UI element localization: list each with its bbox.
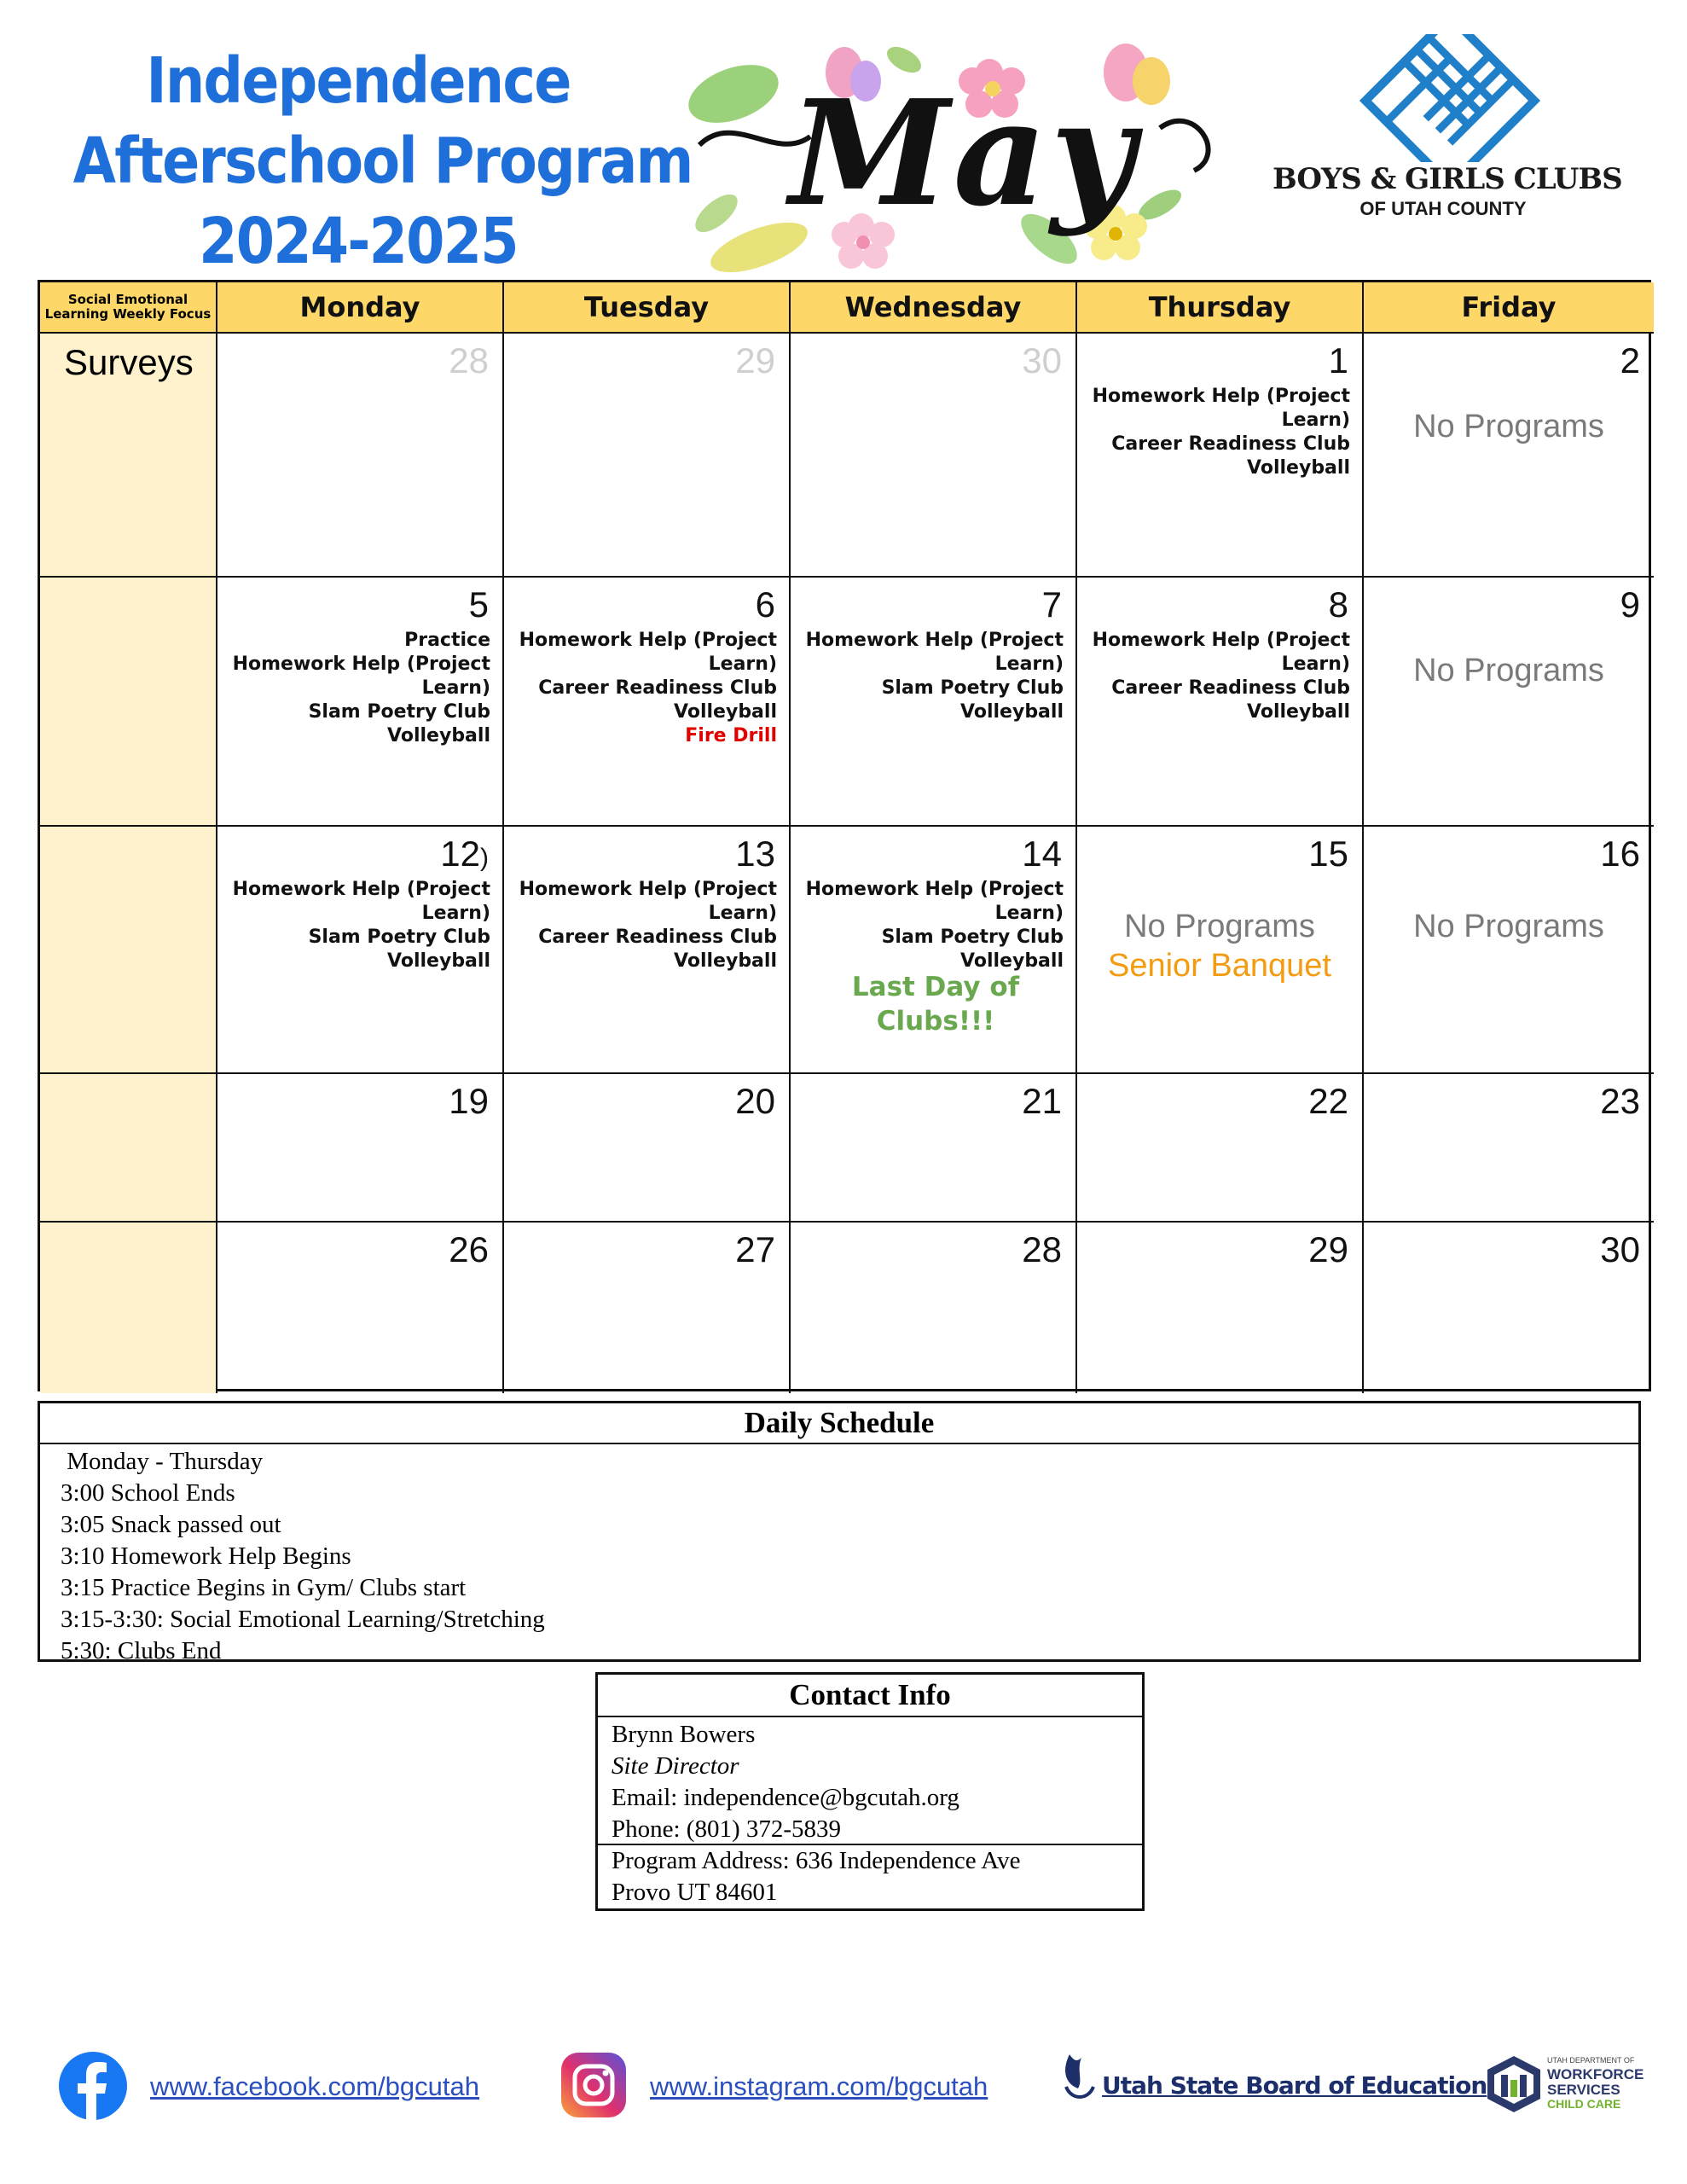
contact-name: Brynn Bowers: [612, 1721, 756, 1748]
day-header-friday: Friday: [1364, 282, 1654, 334]
focus-cell-week-2: [40, 578, 217, 827]
day-header-tuesday: Tuesday: [504, 282, 791, 334]
program-address: [598, 1845, 1142, 1908]
event-item: Slam Poetry Club: [881, 926, 1064, 948]
sel-focus-header: Social Emotional Learning Weekly Focus: [40, 282, 217, 334]
wfs-text-2: SERVICES: [1547, 2082, 1620, 2098]
event-list: [806, 629, 1064, 724]
schedule-line: 3:15 Practice Begins in Gym/ Clubs start: [61, 1574, 467, 1601]
title-line-1: Independence: [146, 44, 571, 118]
day-number: 28: [1022, 1229, 1062, 1269]
no-programs-label: No Programs: [1413, 909, 1604, 944]
day-number: 19: [449, 1081, 489, 1121]
day-number: 27: [735, 1229, 775, 1269]
day-number: 30: [1022, 340, 1062, 380]
day-cell: [1364, 334, 1654, 578]
contact-role: Site Director: [612, 1752, 739, 1780]
event-item: Volleyball: [674, 701, 777, 723]
schedule-line: Monday - Thursday: [61, 1448, 264, 1475]
facebook-icon[interactable]: [58, 2051, 128, 2121]
instagram-icon[interactable]: [559, 2051, 628, 2119]
focus-cell-week-3: [40, 827, 217, 1074]
event-item: Learn): [421, 903, 490, 924]
no-programs-label: No Programs: [1124, 909, 1315, 944]
event-item: Learn): [708, 653, 777, 675]
day-cell: [1077, 334, 1364, 578]
senior-banquet-label: Senior Banquet: [1108, 948, 1331, 984]
day-header-thursday: Thursday: [1077, 282, 1364, 334]
event-item: Homework Help (Project: [805, 630, 1064, 651]
event-list: [519, 878, 777, 973]
day-number: 29: [1308, 1229, 1348, 1269]
event-item: Career Readiness Club: [538, 677, 777, 699]
focus-cell-week-5: [40, 1223, 217, 1393]
address-line-2: Provo UT 84601: [612, 1879, 778, 1906]
day-cell: [217, 578, 504, 827]
schedule-line: 3:10 Homework Help Begins: [61, 1542, 351, 1570]
event-list: [233, 878, 490, 973]
event-item: Learn): [1281, 410, 1350, 431]
wfs-text-1: WORKFORCE: [1547, 2066, 1644, 2082]
fire-drill-alert: Fire Drill: [685, 725, 777, 746]
day-number: 5: [468, 584, 489, 624]
day-number: 26: [449, 1229, 489, 1269]
event-list: [233, 629, 490, 748]
event-item: Slam Poetry Club: [881, 677, 1064, 699]
event-list: [519, 629, 777, 748]
event-list: [806, 878, 1064, 973]
daily-schedule-title: Daily Schedule: [40, 1403, 1638, 1444]
contact-details: [598, 1717, 1142, 1845]
day-cell: [217, 1074, 504, 1223]
wfs-small-text: UTAH DEPARTMENT OF: [1547, 2056, 1635, 2065]
daily-schedule-box: [38, 1401, 1641, 1662]
facebook-link[interactable]: www.facebook.com/bgcutah: [150, 2071, 479, 2101]
contact-phone[interactable]: Phone: (801) 372-5839: [612, 1815, 842, 1843]
day-number: 20: [735, 1081, 775, 1121]
event-item: Homework Help (Project: [232, 653, 490, 675]
day-number: 15: [1308, 834, 1348, 874]
day-cell: [504, 578, 791, 827]
event-item: Learn): [708, 903, 777, 924]
event-item: Homework Help (Project: [519, 879, 777, 900]
schedule-line: 3:00 School Ends: [61, 1479, 235, 1507]
focus-text: Surveys: [64, 342, 194, 382]
workforce-services-logo: [1484, 2054, 1655, 2114]
event-item: Homework Help (Project: [805, 879, 1064, 900]
title-line-2: Afterschool Program: [72, 125, 693, 198]
contact-info-box: [595, 1672, 1145, 1911]
day-cell: [1364, 1223, 1654, 1393]
schedule-line: 3:15-3:30: Social Emotional Learning/Stretching: [61, 1606, 545, 1633]
event-item: Volleyball: [960, 950, 1064, 972]
event-item: Homework Help (Project: [1092, 386, 1350, 407]
event-item: Learn): [994, 903, 1064, 924]
day-cell: [1364, 827, 1654, 1074]
day-cell: [1077, 1074, 1364, 1223]
event-item: Volleyball: [1247, 457, 1350, 479]
event-item: Slam Poetry Club: [308, 701, 490, 723]
day-number: 22: [1308, 1081, 1348, 1121]
day-cell: [1077, 827, 1364, 1074]
day-cell: [217, 827, 504, 1074]
day-cell: [1364, 578, 1654, 827]
day-cell: [1364, 1074, 1654, 1223]
event-item: Volleyball: [1247, 701, 1350, 723]
day-cell: [217, 1223, 504, 1393]
event-list: [1093, 629, 1350, 724]
program-title: [72, 41, 693, 282]
event-item: Career Readiness Club: [1111, 677, 1350, 699]
event-item: Learn): [421, 677, 490, 699]
instagram-link[interactable]: www.instagram.com/bgcutah: [650, 2071, 988, 2101]
event-item: Homework Help (Project: [232, 879, 490, 900]
day-number: 7: [1041, 584, 1062, 624]
day-number: 13: [735, 834, 775, 874]
event-item: Volleyball: [387, 950, 490, 972]
schedule-line: 5:30: Clubs End: [61, 1637, 222, 1664]
event-item: Homework Help (Project: [1092, 630, 1350, 651]
day-cell: [217, 334, 504, 578]
event-item: Career Readiness Club: [1111, 433, 1350, 455]
event-list: [1093, 385, 1350, 480]
day-cell: [504, 1223, 791, 1393]
wfs-text-3: CHILD CARE: [1547, 2097, 1621, 2111]
bgc-hands-icon: [1271, 34, 1629, 162]
day-cell: [791, 578, 1077, 827]
day-cell: [791, 334, 1077, 578]
day-cell: [504, 334, 791, 578]
focus-cell-week-1: [40, 334, 217, 578]
day-cell: [791, 1074, 1077, 1223]
day-number: 1: [1328, 340, 1348, 380]
day-number: 9: [1620, 584, 1640, 624]
workforce-services-icon: [1484, 2054, 1544, 2114]
no-programs-label: No Programs: [1413, 653, 1604, 688]
event-item: Volleyball: [674, 950, 777, 972]
org-name: BOYS & GIRLS CLUBS: [1272, 162, 1622, 196]
day-cell: [1077, 1223, 1364, 1393]
address-line-1: Program Address: 636 Independence Ave: [612, 1847, 1021, 1874]
day-number: 6: [755, 584, 775, 624]
day-number: 21: [1022, 1081, 1062, 1121]
usbe-name: Utah State Board of Education: [1102, 2071, 1487, 2100]
day-cell: [791, 827, 1077, 1074]
contact-email[interactable]: Email: independence@bgcutah.org: [612, 1784, 959, 1811]
day-number: 23: [1600, 1081, 1640, 1121]
event-item: Learn): [994, 653, 1064, 675]
event-item: Learn): [1281, 653, 1350, 675]
may-word: May: [789, 68, 1139, 239]
title-line-3: 2024-2025: [199, 205, 518, 278]
may-calendar: [38, 280, 1651, 1391]
event-item: Homework Help (Project: [519, 630, 777, 651]
daily-schedule-list: [40, 1444, 1638, 1667]
no-programs-label: No Programs: [1413, 409, 1604, 444]
day-cell: [1077, 578, 1364, 827]
contact-info-title: Contact Info: [598, 1675, 1142, 1717]
day-number: 30: [1600, 1229, 1640, 1269]
focus-cell-week-4: [40, 1074, 217, 1223]
day-header-monday: Monday: [217, 282, 504, 334]
day-header-wednesday: Wednesday: [791, 282, 1077, 334]
day-number: 16: [1600, 834, 1640, 874]
day-cell: [791, 1223, 1077, 1393]
day-number: 8: [1328, 584, 1348, 624]
last-day-of-clubs: Last Day of Clubs!!!: [851, 972, 1020, 1037]
day-number: 14: [1022, 834, 1062, 874]
day-cell: [504, 1074, 791, 1223]
event-item: Practice: [404, 630, 490, 651]
day-number: 2: [1620, 340, 1640, 380]
may-month-artwork: [682, 34, 1245, 273]
day-cell: [504, 827, 791, 1074]
event-item: Volleyball: [387, 725, 490, 746]
org-subtitle: OF UTAH COUNTY: [1359, 198, 1527, 219]
schedule-line: 3:05 Snack passed out: [61, 1511, 281, 1538]
day-number: 28: [449, 340, 489, 380]
event-item: Volleyball: [960, 701, 1064, 723]
day-number: 12): [440, 834, 489, 874]
day-number: 29: [735, 340, 775, 380]
event-item: Career Readiness Club: [538, 926, 777, 948]
event-item: Slam Poetry Club: [308, 926, 490, 948]
